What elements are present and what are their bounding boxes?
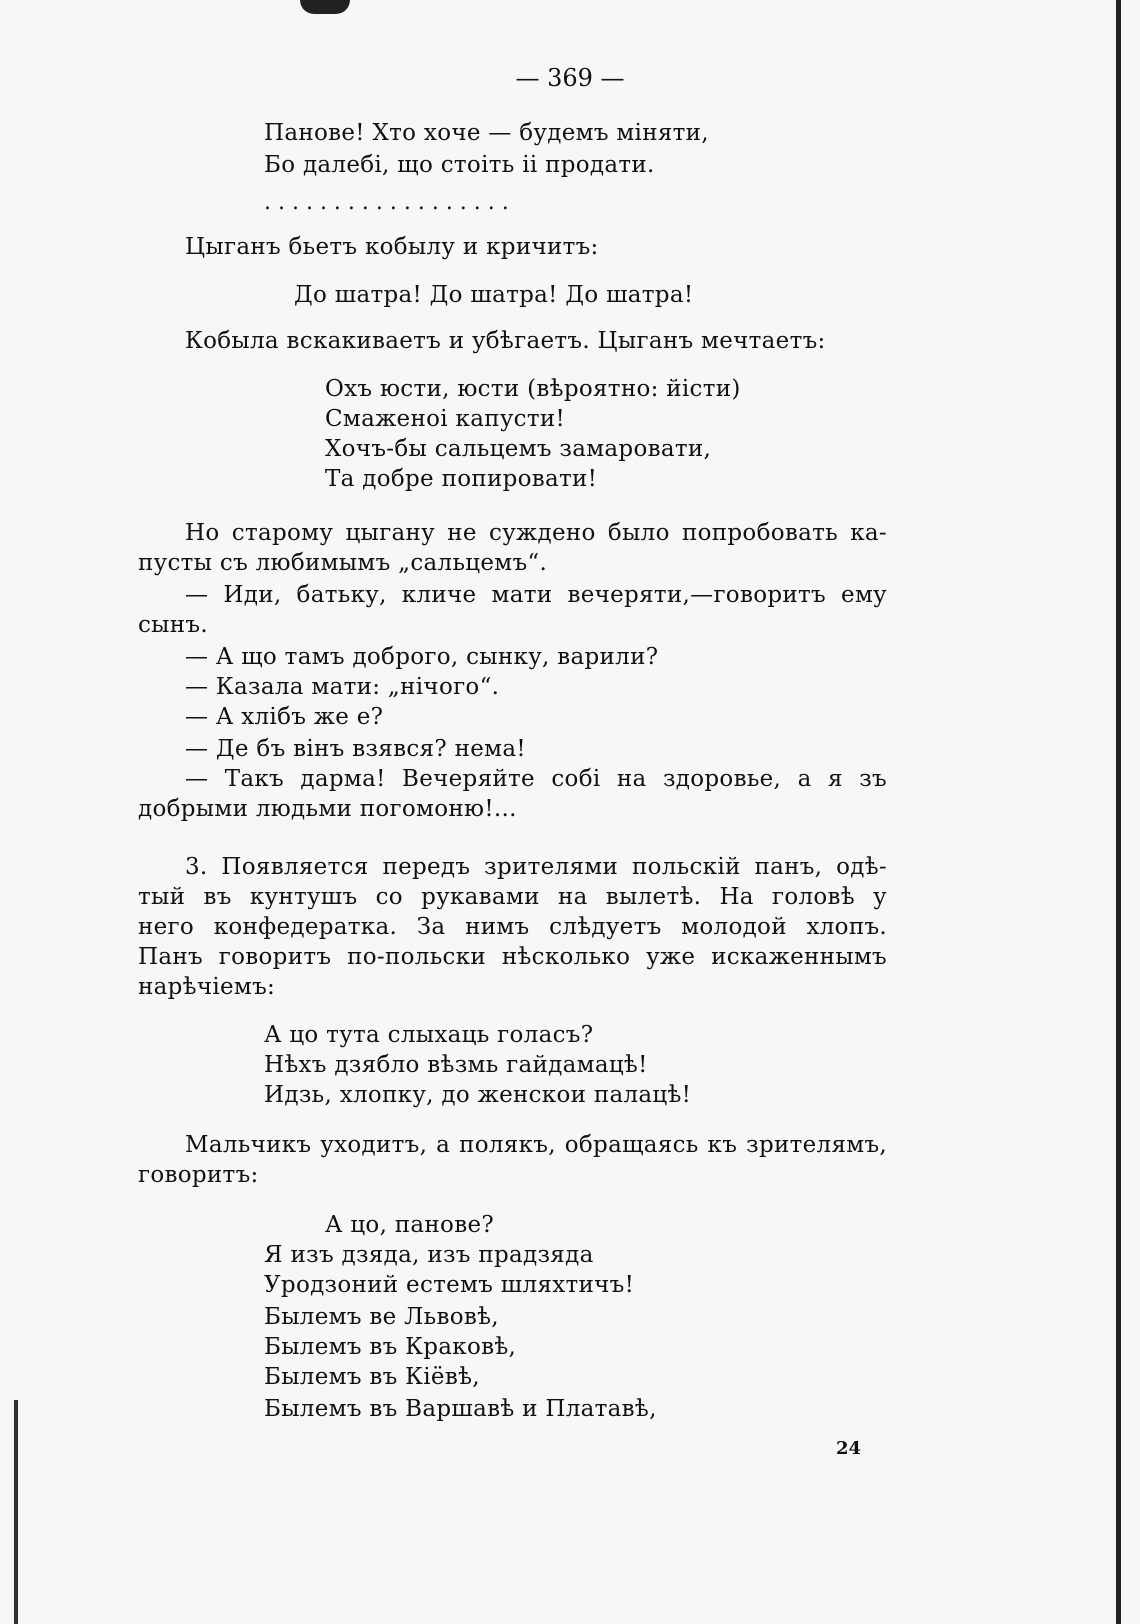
dialog-line: — Казала мати: „нічого“.: [185, 674, 500, 700]
verse-line: Я изъ дзяда, изъ прадзяда: [264, 1242, 594, 1268]
verse-line: Та добре попировати!: [325, 466, 598, 492]
verse-line: Былемъ ве Львовѣ,: [264, 1304, 499, 1330]
verse-line: Хочъ-бы сальцемъ замаровати,: [325, 436, 712, 462]
paragraph-line: говоритъ:: [138, 1162, 259, 1188]
dialog-line: сынъ.: [138, 612, 208, 638]
verse-line: Былемъ въ Краковѣ,: [264, 1334, 517, 1360]
paragraph-line: него конфедератка. За нимъ слѣдуетъ молодой хлопъ.: [138, 914, 887, 940]
dialog-line: — Де бъ вінъ взявся? нема!: [185, 736, 526, 762]
paragraph-line: Кобыла вскакиваетъ и убѣгаетъ. Цыганъ мечтаетъ:: [185, 328, 826, 354]
paragraph-line: нарѣчіемъ:: [138, 974, 276, 1000]
verse-line: До шатра! До шатра! До шатра!: [294, 282, 694, 308]
paragraph-line: Мальчикъ уходитъ, а полякъ, обращаясь къ зрителямъ,: [185, 1132, 887, 1158]
paragraph-line: пусты съ любимымъ „сальцемъ“.: [138, 550, 548, 576]
verse-line: А цо тута слыхаць голасъ?: [264, 1022, 594, 1048]
scan-blot: [300, 0, 350, 14]
paragraph-line: Цыганъ бьетъ кобылу и кричитъ:: [185, 234, 599, 260]
verse-line: Бо далебі, що стоіть іі продати.: [264, 152, 655, 178]
verse-line: Смаженоі капусти!: [325, 406, 566, 432]
page-number: — 369 —: [515, 64, 625, 92]
paragraph-line: Панъ говоритъ по-польски нѣсколько уже искаженнымъ: [138, 944, 887, 970]
paragraph-line: тый въ кунтушъ со рукавами на вылетѣ. На головѣ у: [138, 884, 887, 910]
verse-line: Былемъ въ Кіёвѣ,: [264, 1364, 480, 1390]
paragraph-line: Но старому цыгану не суждено было попробовать ка-: [185, 520, 887, 546]
verse-line: Уродзоний естемъ шляхтичъ!: [264, 1272, 635, 1298]
dialog-line: — Иди, батьку, кличе мати вечеряти,—говоритъ ему: [185, 582, 887, 608]
signature-mark: 24: [836, 1438, 862, 1459]
verse-line: Идзь, хлопку, до женскои палацѣ!: [264, 1082, 692, 1108]
verse-line: А цо, панове?: [325, 1212, 494, 1238]
verse-line: Панове! Хто хоче — будемъ міняти,: [264, 120, 709, 146]
dialog-line: добрыми людьми погомоню!...: [138, 796, 517, 822]
verse-line: Охъ юсти, юсти (вѣроятно: йісти): [325, 376, 741, 402]
paragraph-line: 3. Появляется передъ зрителями польскій панъ, одѣ-: [185, 854, 887, 880]
scan-edge-right: [1116, 0, 1121, 1624]
ellipsis-dots: . . . . . . . . . . . . . . . . . .: [264, 190, 509, 215]
verse-line: Былемъ въ Варшавѣ и Платавѣ,: [264, 1396, 657, 1422]
scan-edge-left: [14, 1400, 18, 1624]
dialog-line: — А хлібъ же е?: [185, 704, 384, 730]
dialog-line: — Такъ дарма! Вечеряйте собі на здоровье, а я зъ: [185, 766, 887, 792]
dialog-line: — А що тамъ доброго, сынку, варили?: [185, 644, 659, 670]
verse-line: Нѣхъ дзябло вѣзмь гайдамацѣ!: [264, 1052, 648, 1078]
